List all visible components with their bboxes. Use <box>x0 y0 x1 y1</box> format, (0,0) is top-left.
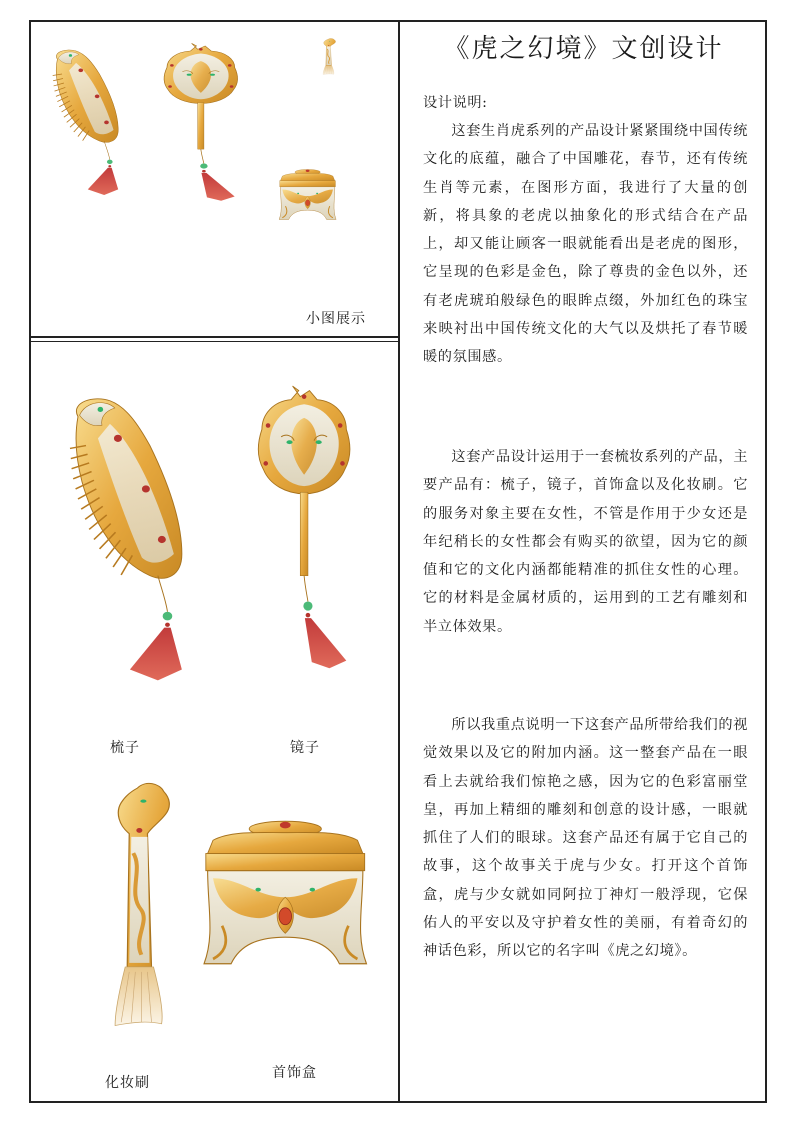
comb-label: 梳子 <box>110 740 140 756</box>
description-paragraph-2: 这套产品设计运用于一套梳妆系列的产品，主要产品有：梳子，镜子，首饰盒以及化妆刷。它的服务对象主要在女性，不管是作用于少女还是年纪稍长的女性都会有购买的欲望，因为它的颜值和它的文化内涵都能精准的抓住女性的心理。它的材料是金属材质的，运用到的工艺有雕刻和半立体效果。 <box>423 449 748 635</box>
description-paragraph-1: 这套生肖虎系列的产品设计紧紧围绕中国传统文化的底蕴，融合了中国雕花，春节，还有传统生肖等元素，在图形方面，我进行了大量的创新，将具象的老虎以抽象化的形式结合在产品上，却又能让顾客一眼就能看出是老虎的图形，它呈现的色彩是金色，除了尊贵的金色以外，还有老虎琥珀般绿色的眼眸点缀，外加红色的珠宝来映衬出中国传统文化的大气以及烘托了春节暖暖的氛围感。 <box>423 123 748 366</box>
section-divider-inner <box>29 341 400 342</box>
mirror-label: 镜子 <box>290 740 320 756</box>
brush-label: 化妆刷 <box>105 1075 150 1091</box>
mirror-illustration <box>238 380 388 720</box>
brush-small-illustration <box>308 38 358 148</box>
description-paragraph-3: 所以我重点说明一下这套产品所带给我们的视觉效果以及它的附加内涵。这一整套产品在一眼看上去就给我们惊艳之感，因为它的色彩富丽堂皇，再加上精细的雕刻和创意的设计感，一眼就抓住了人们的眼球。这套产品还有属于它自己的故事，这个故事关于虎与少女。打开这个首饰盒，虎与少女就如同阿拉丁神灯一般浮现，它保佑人的平安以及守护着女性的美丽，有着奇幻的神话色彩，所以它的名字叫《虎之幻境》。 <box>423 717 748 960</box>
comb-small-illustration <box>36 48 156 288</box>
jewelry-box-label: 首饰盒 <box>272 1065 317 1081</box>
section-divider <box>29 336 400 338</box>
page-title: 《虎之幻境》文创设计 <box>443 34 724 64</box>
small-view-label: 小图展示 <box>306 311 366 327</box>
design-heading: 设计说明: <box>423 95 488 111</box>
comb-illustration <box>55 395 205 735</box>
column-divider <box>398 20 400 1103</box>
jewelry-box-small-illustration <box>276 165 391 265</box>
brush-illustration <box>88 780 178 1060</box>
jewelry-box-illustration <box>195 805 385 980</box>
mirror-small-illustration <box>143 40 263 290</box>
